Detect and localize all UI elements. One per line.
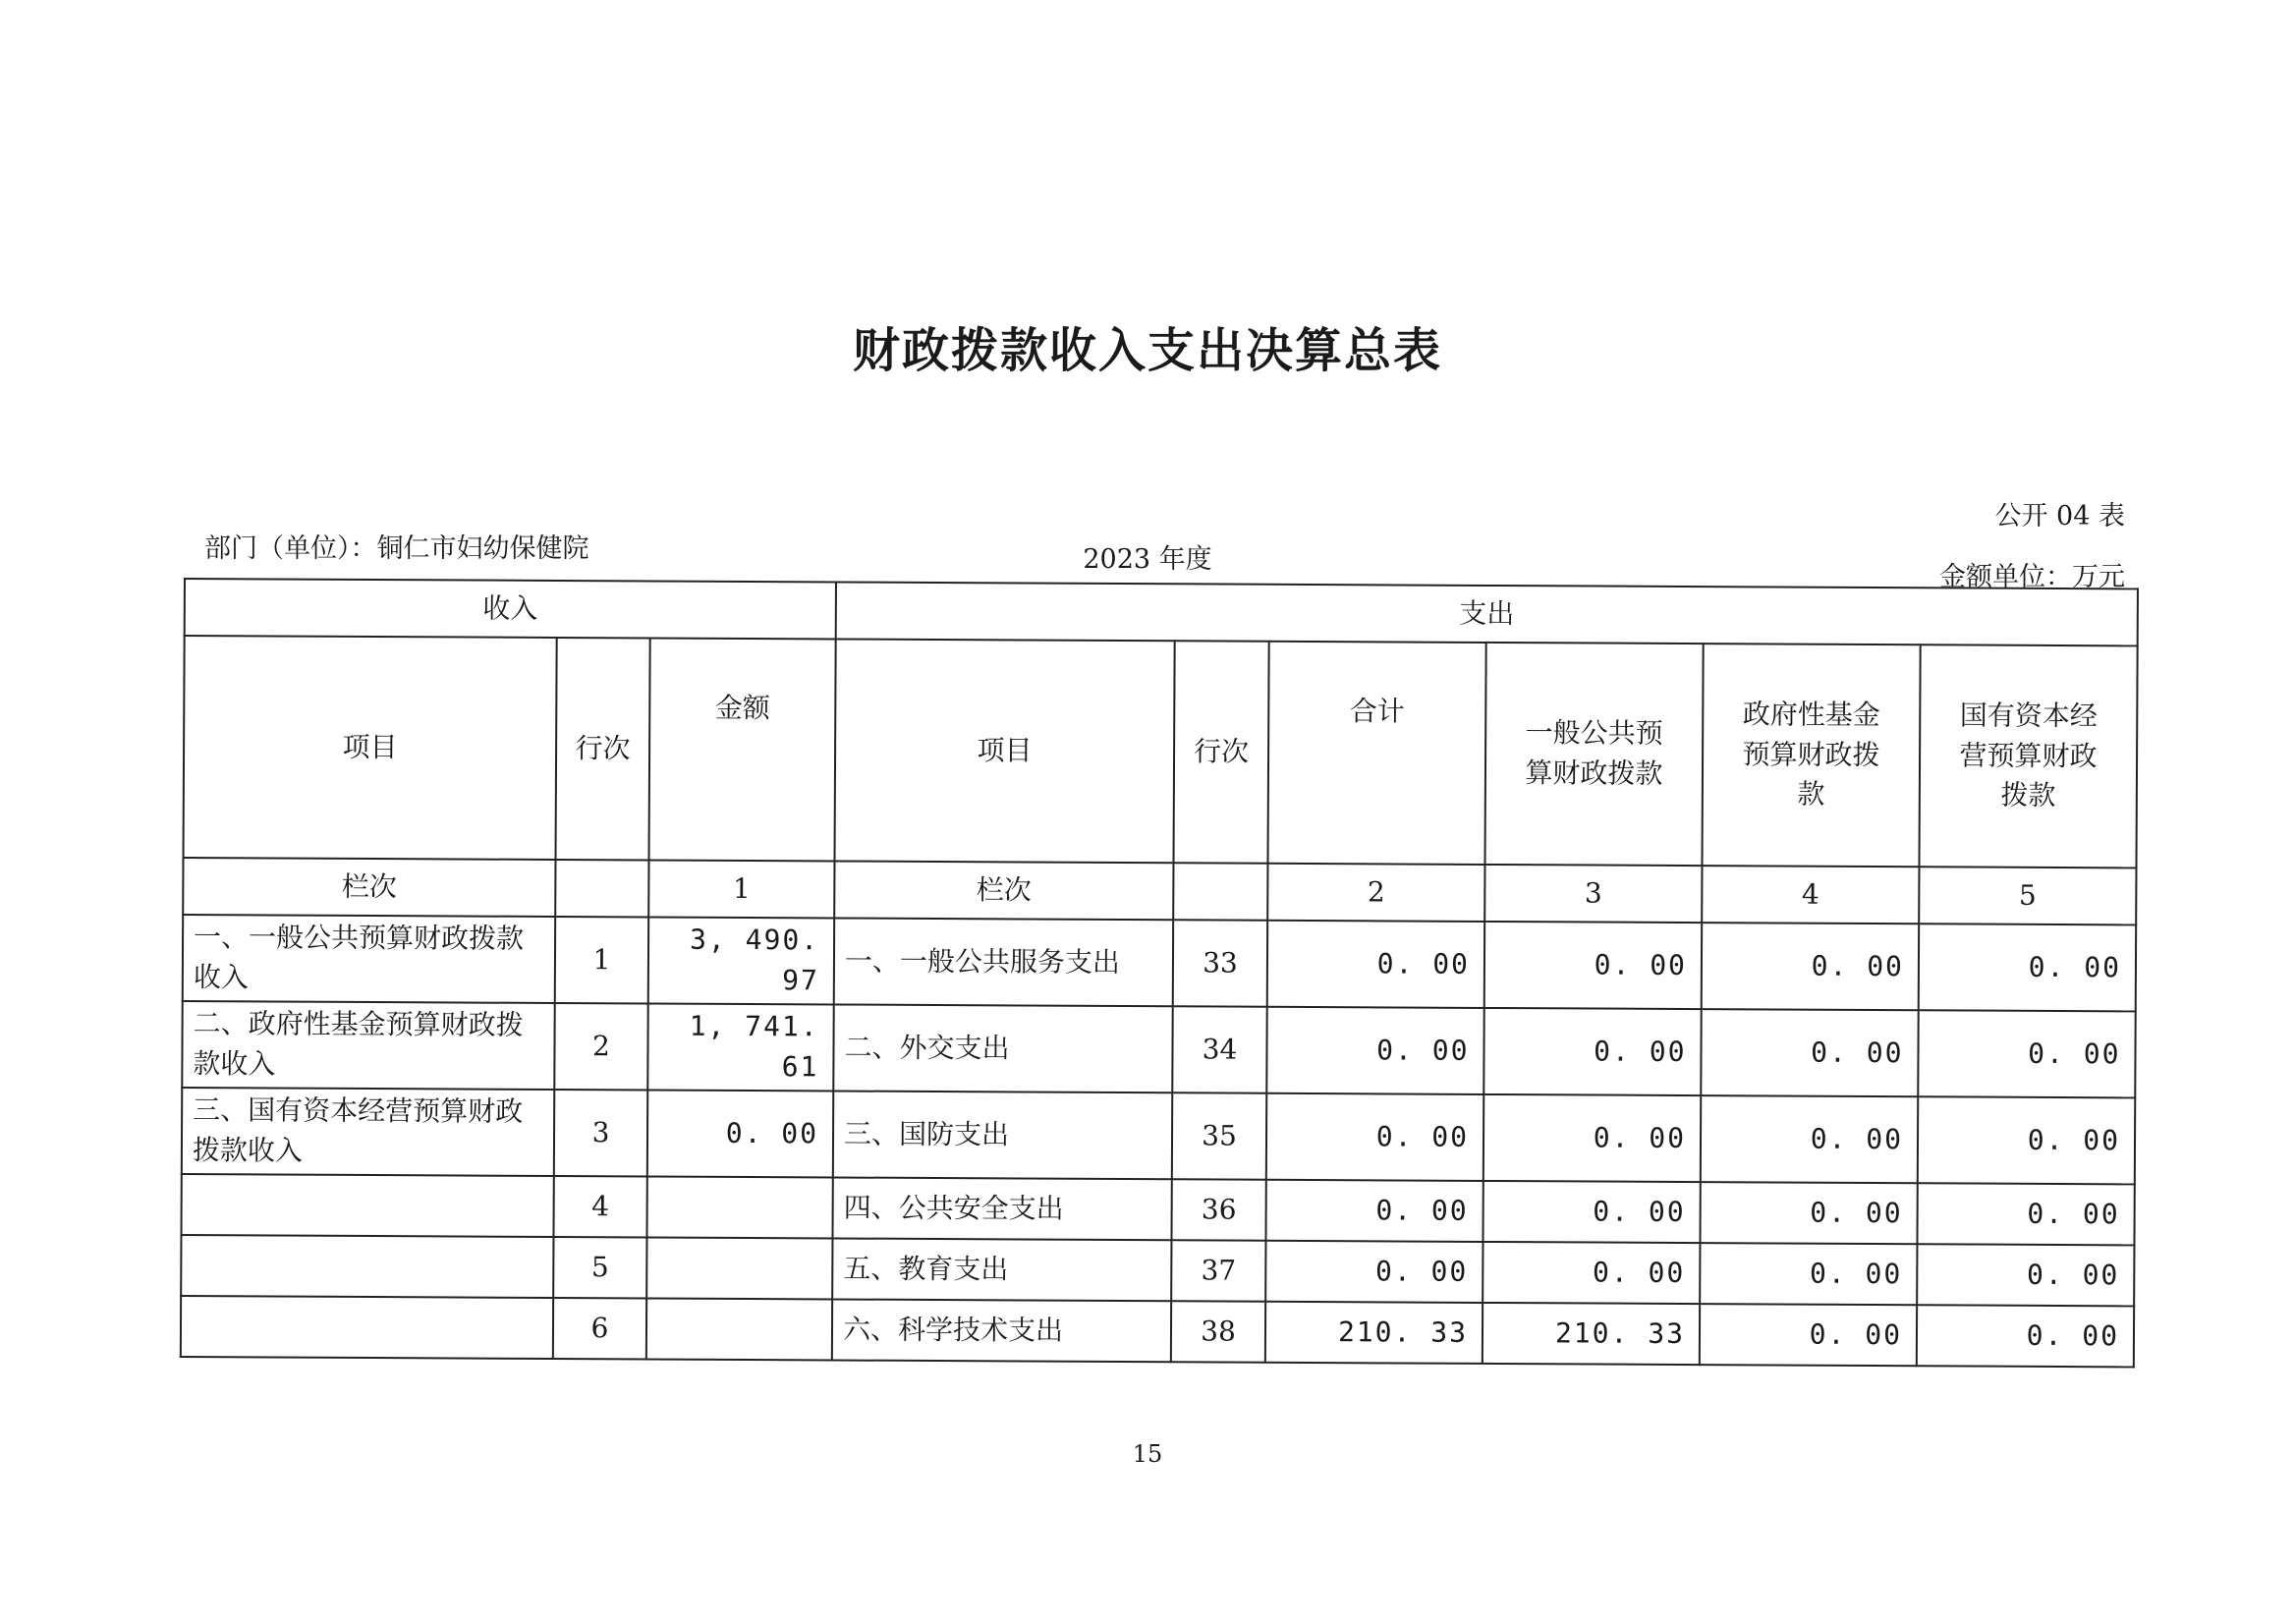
amount-unit: 金额单位：万元: [1939, 562, 2125, 592]
expense-row-no: 36: [1171, 1179, 1265, 1241]
income-item: [181, 1235, 553, 1298]
total-value: 0. 00: [1265, 1241, 1483, 1303]
gov-fund-value: 0. 00: [1700, 1304, 1917, 1366]
income-header: 收入: [185, 579, 836, 639]
expense-item: 六、科学技术支出: [832, 1299, 1171, 1362]
col-general-budget: 一般公共预算财政拨款: [1485, 643, 1704, 866]
index-1: 1: [648, 860, 834, 918]
income-item: 一、一般公共预算财政拨款收入: [183, 915, 555, 1003]
total-value: 210. 33: [1265, 1302, 1483, 1364]
index-2: 2: [1267, 864, 1484, 922]
page-title: 财政拨款收入支出决算总表: [852, 323, 1442, 378]
expense-row-no: 33: [1173, 920, 1267, 1007]
income-amount: [646, 1176, 832, 1238]
index-label-income: 栏次: [183, 858, 555, 917]
table-row: [182, 1001, 2135, 1097]
col-income-item: 项目: [184, 636, 557, 860]
expense-row-no: 38: [1171, 1301, 1265, 1363]
income-amount: 0. 00: [647, 1090, 833, 1177]
fiscal-year: 2023 年度: [1083, 544, 1212, 575]
income-amount: 1, 741. 61: [647, 1003, 833, 1091]
form-number: 公开 04 表: [1994, 501, 2125, 532]
income-row-no: 6: [553, 1298, 646, 1359]
col-income-row: 行次: [556, 638, 650, 860]
total-value: 0. 00: [1266, 1093, 1483, 1181]
expense-row-no: 35: [1172, 1092, 1266, 1180]
col-total: 合计: [1268, 642, 1486, 865]
total-value: 0. 00: [1267, 921, 1484, 1008]
col-expense-item: 项目: [835, 639, 1175, 863]
gov-fund-value: 0. 00: [1700, 1243, 1917, 1305]
state-capital-value: 0. 00: [1919, 924, 2136, 1011]
index-5: 5: [1919, 867, 2136, 924]
expense-item: 五、教育支出: [832, 1238, 1171, 1301]
income-amount: [646, 1237, 832, 1299]
state-capital-value: 0. 00: [1917, 1183, 2134, 1245]
general-value: 0. 00: [1483, 1094, 1701, 1182]
total-value: 0. 00: [1266, 1007, 1483, 1094]
income-item: 二、政府性基金预算财政拨款收入: [182, 1001, 554, 1090]
index-blank: [1173, 863, 1267, 921]
expense-item: 一、一般公共服务支出: [834, 918, 1173, 1006]
budget-table: [180, 578, 2139, 1368]
table-row: [183, 915, 2136, 1011]
expense-item: 三、国防支出: [833, 1091, 1172, 1179]
col-income-amount: 金额: [649, 638, 836, 861]
index-label-expense: 栏次: [834, 861, 1173, 920]
table-row: [181, 1296, 2134, 1367]
general-value: 0. 00: [1483, 1008, 1701, 1095]
index-blank: [555, 860, 648, 917]
general-value: 210. 33: [1483, 1303, 1700, 1365]
general-value: 0. 00: [1483, 1181, 1700, 1243]
income-amount: 3, 490. 97: [648, 917, 834, 1004]
state-capital-value: 0. 00: [1918, 1096, 2135, 1184]
table-row: [181, 1174, 2134, 1245]
income-row-no: 4: [553, 1176, 646, 1237]
general-value: 0. 00: [1484, 922, 1702, 1009]
total-value: 0. 00: [1265, 1180, 1483, 1242]
income-item: [181, 1174, 553, 1237]
income-amount: [646, 1298, 832, 1360]
gov-fund-value: 0. 00: [1700, 1182, 1917, 1244]
table-row: [182, 1088, 2135, 1184]
general-value: 0. 00: [1483, 1242, 1700, 1304]
column-header-row: [184, 636, 2138, 868]
gov-fund-value: 0. 00: [1701, 1009, 1918, 1096]
expense-row-no: 37: [1171, 1240, 1265, 1302]
state-capital-value: 0. 00: [1917, 1305, 2134, 1367]
table-row: [181, 1235, 2134, 1306]
expense-row-no: 34: [1172, 1006, 1266, 1093]
col-state-capital: 国有资本经营预算财政拨款: [1919, 644, 2137, 868]
state-capital-value: 0. 00: [1918, 1010, 2135, 1097]
expense-header: 支出: [836, 582, 2138, 645]
income-row-no: 1: [555, 917, 648, 1003]
income-row-no: 2: [554, 1003, 647, 1090]
department-label: 部门（单位）：铜仁市妇幼保健院: [204, 533, 589, 564]
expense-item: 四、公共安全支出: [833, 1177, 1172, 1240]
page-number: 15: [1132, 1440, 1163, 1468]
expense-item: 二、外交支出: [833, 1004, 1172, 1092]
income-item: [181, 1296, 553, 1359]
gov-fund-value: 0. 00: [1702, 923, 1919, 1010]
gov-fund-value: 0. 00: [1701, 1095, 1918, 1183]
col-expense-row: 行次: [1174, 641, 1269, 863]
index-4: 4: [1702, 866, 1919, 924]
col-gov-fund: 政府性基金预算财政拨款: [1703, 644, 1921, 867]
section-header-row: [185, 579, 2138, 645]
index-3: 3: [1484, 865, 1702, 923]
column-index-row: [183, 858, 2136, 924]
state-capital-value: 0. 00: [1917, 1244, 2134, 1306]
income-row-no: 3: [554, 1090, 647, 1176]
income-row-no: 5: [553, 1237, 646, 1298]
income-item: 三、国有资本经营预算财政拨款收入: [182, 1088, 554, 1176]
